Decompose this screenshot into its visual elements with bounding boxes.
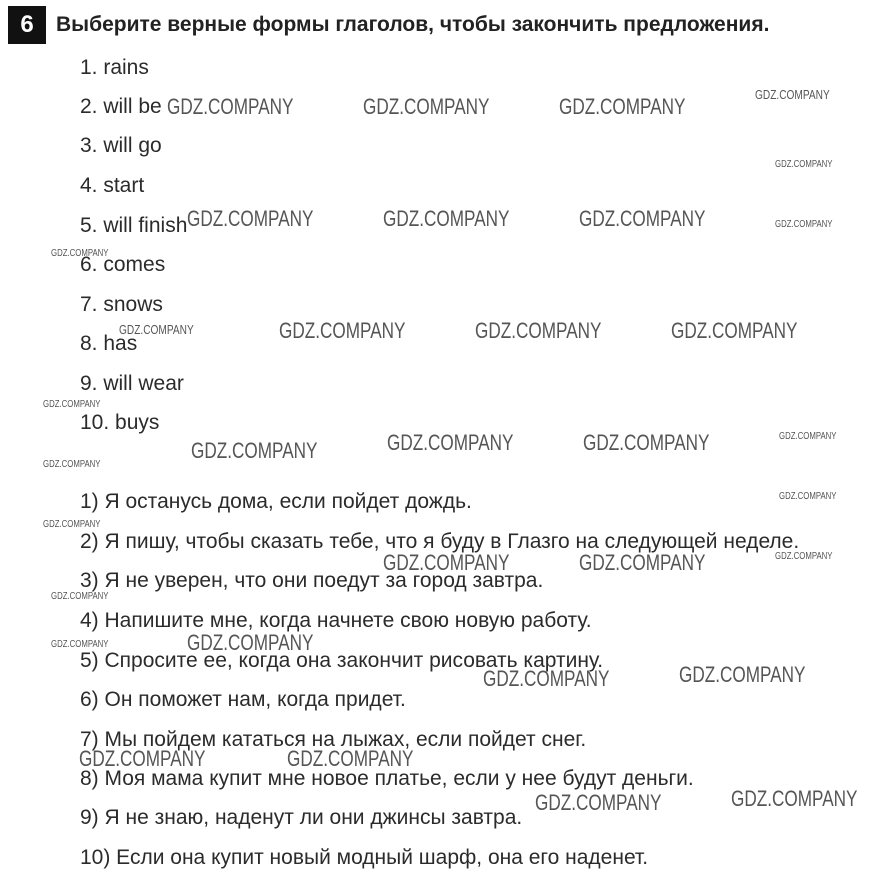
watermark: GDZ.COMPANY [731,786,858,811]
exercise-number-badge: 6 [8,6,46,44]
answer-item: 3. will go [80,134,162,157]
answer-item: 4. start [80,174,145,197]
answer-item: 9. will wear [80,372,184,395]
translation-item: 4) Напишите мне, когда начнете свою новую работу. [80,609,592,632]
watermark: GDZ.COMPANY [43,459,101,470]
watermark: GDZ.COMPANY [475,318,602,343]
translation-item: 2) Я пишу, чтобы сказать тебе, что я буду в Глазго на следующей неделе. [80,530,800,553]
watermark: GDZ.COMPANY [383,206,510,231]
translation-item: 8) Моя мама купит мне новое платье, если у нее будут деньги. [80,767,694,790]
watermark: GDZ.COMPANY [43,399,101,410]
watermark: GDZ.COMPANY [779,491,837,502]
watermark: GDZ.COMPANY [287,746,414,771]
answer-item: 7. snows [80,293,163,316]
exercise-instruction: Выберите верные формы глаголов, чтобы закончить предложения. [56,13,770,36]
watermark: GDZ.COMPANY [775,219,833,230]
watermark: GDZ.COMPANY [775,551,833,562]
answer-item: 10. buys [80,411,160,434]
watermark: GDZ.COMPANY [187,630,314,655]
answer-item: 6. comes [80,253,166,276]
watermark: GDZ.COMPANY [671,318,798,343]
translation-item: 10) Если она купит новый модный шарф, она его наденет. [80,846,649,869]
watermark: GDZ.COMPANY [51,639,109,650]
watermark: GDZ.COMPANY [363,94,490,119]
watermark: GDZ.COMPANY [755,87,830,102]
answer-item: 8. has [80,332,138,355]
watermark: GDZ.COMPANY [387,430,514,455]
translation-item: 7) Мы пойдем кататься на лыжах, если пойдет снег. [80,728,587,751]
watermark: GDZ.COMPANY [383,550,510,575]
watermark: GDZ.COMPANY [583,430,710,455]
translation-item: 3) Я не уверен, что они поедут за город завтра. [80,569,544,592]
watermark: GDZ.COMPANY [167,94,294,119]
translation-item: 6) Он поможет нам, когда придет. [80,688,406,711]
watermark: GDZ.COMPANY [51,248,109,259]
watermark: GDZ.COMPANY [43,519,101,530]
watermark: GDZ.COMPANY [119,322,194,337]
translation-item: 1) Я останусь дома, если пойдет дождь. [80,490,472,513]
watermark: GDZ.COMPANY [779,431,837,442]
watermark: GDZ.COMPANY [187,206,314,231]
watermark: GDZ.COMPANY [679,662,806,687]
watermark: GDZ.COMPANY [79,746,206,771]
watermark: GDZ.COMPANY [535,790,662,815]
watermark: GDZ.COMPANY [559,94,686,119]
answer-item: 1. rains [80,56,149,79]
translation-item: 5) Спросите ее, когда она закончит рисовать картину. [80,649,604,672]
watermark: GDZ.COMPANY [579,550,706,575]
watermark: GDZ.COMPANY [191,438,318,463]
watermark: GDZ.COMPANY [579,206,706,231]
watermark: GDZ.COMPANY [775,159,833,170]
answer-item: 2. will be [80,95,162,118]
watermark: GDZ.COMPANY [483,666,610,691]
watermark: GDZ.COMPANY [279,318,406,343]
answer-item: 5. will finish [80,214,188,237]
watermark: GDZ.COMPANY [51,591,109,602]
translation-item: 9) Я не знаю, наденут ли они джинсы завтра. [80,806,523,829]
